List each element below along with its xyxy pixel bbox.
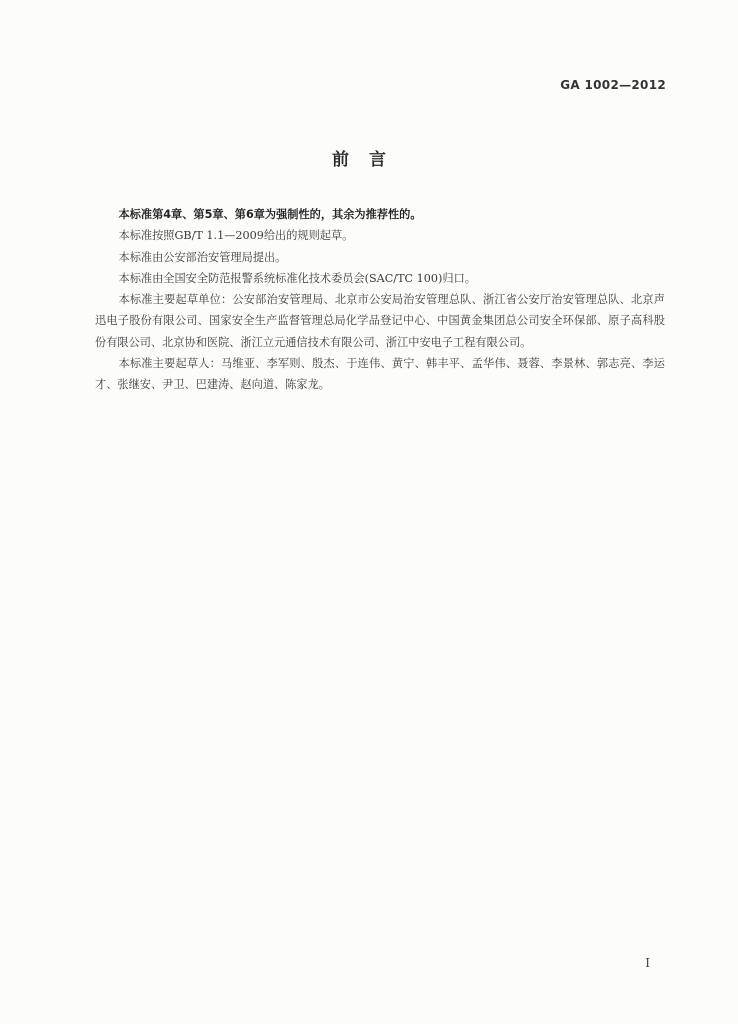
paragraph-under-jurisdiction: 本标准由全国安全防范报警系统标准化技术委员会(SAC/TC 100)归口。 <box>118 271 476 285</box>
foreword-body <box>95 204 665 396</box>
page-title: 前言 <box>332 150 406 170</box>
paragraph-proposed-by: 本标准由公安部治安管理局提出。 <box>118 250 287 264</box>
paragraph-mandatory-clauses: 本标准第4章、第5章、第6章为强制性的，其余为推荐性的。 <box>118 208 422 221</box>
page-number: I <box>645 956 650 970</box>
paragraph-drafters: 本标准主要起草人：马维亚、李军则、殷杰、于连伟、黄宁、韩丰平、孟华伟、聂蓉、李景林、郭志亮、李运才、张继安、尹卫、巴建涛、赵向道、陈家龙。 <box>95 357 665 392</box>
paragraph-drafting-rules: 本标准按照GB/T 1.1—2009给出的规则起草。 <box>118 229 354 243</box>
standard-code: GA 1002—2012 <box>560 78 666 92</box>
paragraph-drafting-units: 本标准主要起草单位：公安部治安管理局、北京市公安局治安管理总队、浙江省公安厅治安管理总队、北京声迅电子股份有限公司、国家安全生产监督管理总局化学品登记中心、中国黄金集团总公司安全环保部、原子高科股份有限公司、北京协和医院、浙江立元通信技术有限公司、浙江中安电子工程有限公司。 <box>95 293 665 349</box>
